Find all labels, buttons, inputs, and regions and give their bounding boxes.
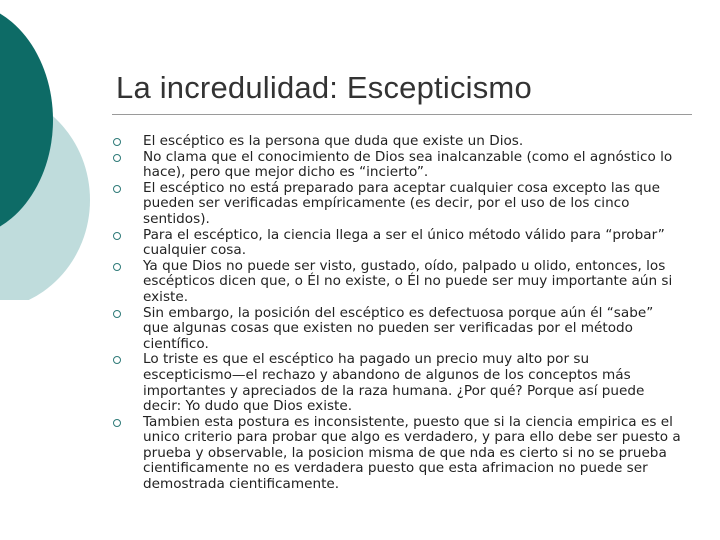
bullet-item (112, 134, 682, 150)
bullet-text: No clama que el conocimiento de Dios sea inalcanzable (como el agnóstico lo hace), pero que mejor dicho es “incierto”. (143, 148, 673, 181)
decorative-circles (0, 0, 110, 300)
hollow-circle-bullet-icon (113, 263, 121, 271)
bullet-item (112, 228, 682, 259)
hollow-circle-bullet-icon (113, 310, 121, 318)
bullet-item (112, 415, 682, 493)
bullet-text: El escéptico es la persona que duda que existe un Dios. (143, 133, 524, 149)
hollow-circle-bullet-icon (113, 154, 121, 162)
hollow-circle-bullet-icon (113, 138, 121, 146)
bullet-text: Lo triste es que el escéptico ha pagado un precio muy alto por su escepticismo—el rechazo y abandono de algunos de los conceptos más importantes y apreciados de la raza humana. ¿Por qué? Porque así puede decir: Yo dudo que Dios existe. (143, 351, 645, 415)
bullet-item (112, 150, 682, 181)
hollow-circle-bullet-icon (113, 419, 121, 427)
bullet-item (112, 352, 682, 414)
hollow-circle-bullet-icon (113, 185, 121, 193)
bullet-text: Ya que Dios no puede ser visto, gustado, oído, palpado u olido, entonces, los escépticos dicen que, o Él no existe, o Él no puede ser muy importante aún si existe. (143, 257, 673, 305)
bullet-item (112, 181, 682, 228)
bullet-text: Sin embargo, la posición del escéptico es defectuosa porque aún él “sabe” que algunas cosas que existen no pueden ser verificadas por el método científico. (143, 304, 654, 352)
bullet-text: Tambien esta postura es inconsistente, puesto que si la ciencia empirica es el unico criterio para probar que algo es verdadero, y para ello debe ser puesto a prueba y observable, la posicion misma de que nda es cierto si no se prueba cientificamente no es verdadera puesto que esta afrimacion no puede ser demostrada cientificamente. (143, 413, 681, 493)
bullet-list (112, 134, 682, 493)
bullet-item (112, 259, 682, 306)
hollow-circle-bullet-icon (113, 232, 121, 240)
bullet-text: Para el escéptico, la ciencia llega a ser el único método válido para “probar” cualquier cosa. (143, 226, 665, 259)
title-divider (112, 114, 692, 115)
slide-title: La incredulidad: Escepticismo (116, 70, 532, 105)
hollow-circle-bullet-icon (113, 356, 121, 364)
bullet-text: El escéptico no está preparado para aceptar cualquier cosa excepto las que pueden ser verificadas empíricamente (es decir, por el uso de los cinco sentidos). (143, 179, 660, 227)
bullet-item (112, 306, 682, 353)
